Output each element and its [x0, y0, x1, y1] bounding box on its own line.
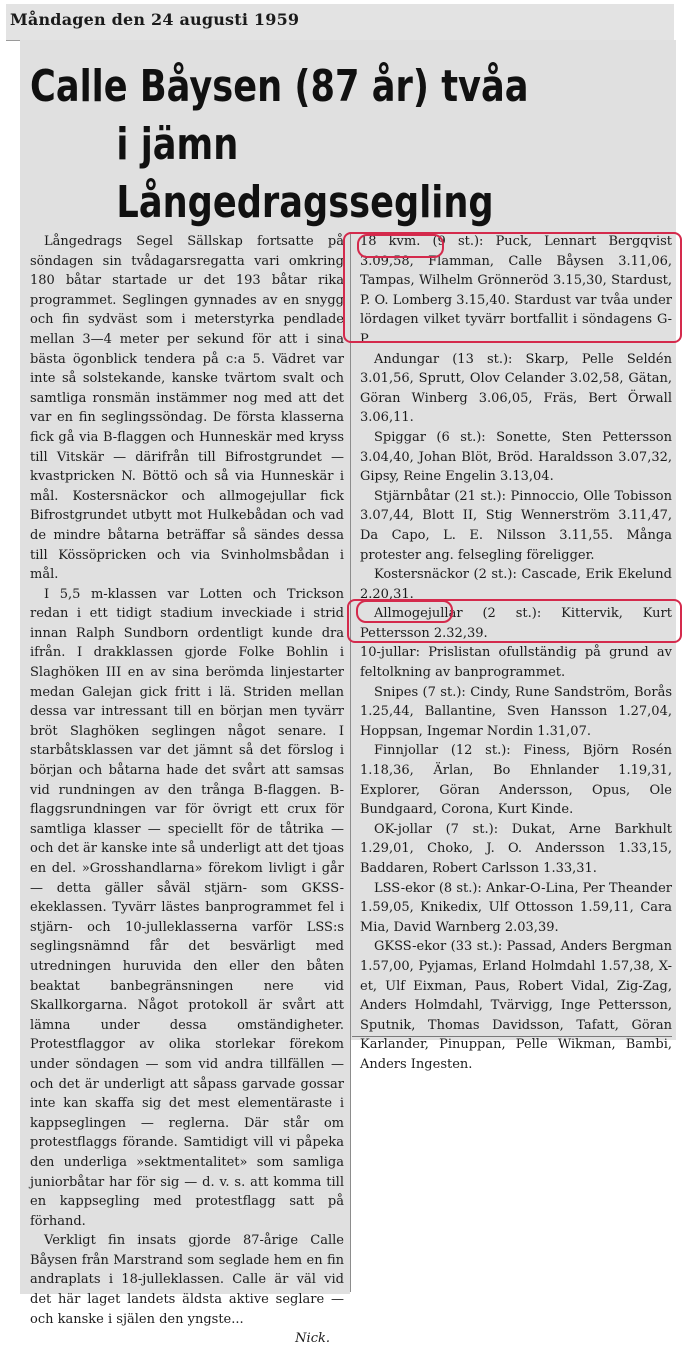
result-entry: Allmogejullar (2 st.): Kittervik, Kurt Pettersson 2.32,39. — [360, 606, 672, 641]
result-entry: OK-jollar (7 st.): Dukat, Arne Barkhult 1.29,01, Choko, J. O. Andersson 1.33,15, Baddaren, Robert Carlsson 1.33,31. — [360, 821, 672, 876]
newspaper-strip-top — [6, 4, 674, 41]
result-entry: Spiggar (6 st.): Sonette, Sten Pettersson 3.04,40, Johan Blöt, Bröd. Haraldsson 3.07,32, Gipsy, Reine Engelin 3.13,04. — [360, 429, 672, 485]
byline-signature: Nick. — [295, 1331, 330, 1347]
article-paragraph: Långedrags Segel Sällskap fortsatte på söndagen sin tvådagarsregatta vari omkring 180 båtar startade ur det 193 båtar rika programmet. Seglingen gynnades av en snygg och fin sydväst som i meterstyrka pendlade mellan 3—4 meter per sekund för att i sina bästa ögonblick tendera på c:a 5. Vädret var inte så solstekande, kanske tvärtom svalt och samtliga ronsmän instämmer nog med att det var en fin seglingssöndag. De första klasserna fick gå via B-flaggen och Hunneskär med kryss till Vitskär — därifrån till Bifrostgrundet — kvastpricken N. Böttö och så via Hunneskär i mål. Kostersnäckor och allmogejullar fick Bifrostgrundet utbytt mot Hulkebådan och vad de mindre båtarna beträffar så sändes dessa till Kössöpricken och via Svinholmsbådan i mål. — [30, 234, 344, 583]
result-entry: 18 kvm. (9 st.): Puck, Lennart Bergqvist 3.09,58, Flamman, Calle Båysen 3.11,06, Tampas, Wilhelm Grönneröd 3.15,30, Stardust, P. O. Lomberg 3.15,40. Stardust var tvåa under lördagen vilket tyvärr bortfallit i söndagens G-P. — [360, 234, 672, 347]
article-paragraph: Verkligt fin insats gjorde 87-årige Calle Båysen från Marstrand som seglade hem en fin andraplats i 18-julleklassen. Calle är väl vid det här laget landets äldsta aktive seglare — och kanske i själen den yngste... — [30, 1233, 344, 1327]
column-divider — [350, 232, 351, 1292]
headline — [30, 58, 550, 232]
result-entry: Stjärnbåtar (21 st.): Pinnoccio, Olle Tobisson 3.07,44, Blott II, Stig Wennerström 3.11,47, Da Capo, L. E. Nilsson 3.11,55. Många protester ang. felsegling föreligger. — [360, 488, 672, 563]
result-entry: 10-jullar: Prislistan ofullständig på grund av feltolkning av banprogrammet. — [360, 645, 672, 681]
results-column — [360, 232, 672, 1075]
result-entry: LSS-ekor (8 st.): Ankar-O-Lina, Per Theander 1.59,05, Knikedix, Ulf Ottosson 1.59,11, Cara Mia, David Warnberg 2.03,39. — [360, 880, 672, 935]
result-entry: GKSS-ekor (33 st.): Passad, Anders Bergman 1.57,00, Pyjamas, Erland Holmdahl 1.57,38, X-et, Ulf Eixman, Paus, Robert Vidal, Zig-Zag, Anders Holmdahl, Tvärvigg, Inge Pettersson, Sputnik, Thomas Davidsson, Tafatt, Göran Karlander, Pinuppan, Pelle Wikman, Bambi, Anders Ingesten. — [360, 939, 672, 1072]
headline-line-2: i jämn Långedragssegling — [116, 119, 494, 228]
result-entry: Andungar (13 st.): Skarp, Pelle Seldén 3.01,56, Sprutt, Olov Celander 3.02,58, Gätan, Göran Winberg 3.06,05, Fräs, Bert Örwall 3.06,11. — [360, 351, 672, 426]
result-entry: Kostersnäckor (2 st.): Cascade, Erik Ekelund 2.20,31. — [360, 567, 672, 602]
headline-line-1: Calle Båysen (87 år) tvåa — [30, 61, 529, 112]
result-entry: Finnjollar (12 st.): Finess, Björn Rosén 1.18,36, Ärlan, Bo Ehnlander 1.19,31, Explorer, Göran Andersson, Opus, Ole Bundgaard, Corona, Kurt Kinde. — [360, 743, 672, 818]
article-body — [30, 232, 344, 1349]
article-paragraph: I 5,5 m-klassen var Lotten och Trickson redan i ett tidigt stadium inveckiade i strid innan Ralph Sundborn ordentligt kunde dra ifrån. I drakklassen gjorde Folke Bohlin i Slaghöken III en av sina berömda linjestarter medan Galejan gick fritt i lä. Striden mellan dessa var intressant till en början men tyvärr bröt Slaghöken seglingen något senare. I starbåtsklassen var det jämnt så det förslog i början och båtarna hade det svårt att samsas vid rundningen av den trånga B-flaggen. B-flaggsrundningen var för övrigt ett crux för samtliga klasser — speciellt för de tåtrika — och det är kanske inte så underligt att det tjoas en del. »Grosshandlarna» förekom livligt i går — detta gäller såväl stjärn- som GKSS-ekeklassen. Tyvärr lästes banprogrammet fel i stjärn- och 10-julleklasserna varför LSS:s seglingsnämnd får det besvärligt med utredningen huruvida den eller den båten beaktat banbegränsningen nere vid Skallkorgarna. Något protokoll är svårt att lämna under dessa omständigheter. Protestflaggor av olika storlekar förekom under söndagen — som vid andra tillfällen — och det är underligt att såpass garvade gossar inte kan skaffa sig det mest elementäraste i kappseglingen — reglerna. Där står om protestflaggs förande. Samtidigt vill vi påpeka den underliga »sektmentalitet» som samliga juniorbåtar har för sig — d. v. s. att komma till en kappsegling med protestflagg satt på förhand. — [30, 586, 344, 1229]
results-end-rule — [352, 1036, 672, 1037]
dateline: Måndagen den 24 augusti 1959 — [10, 10, 300, 29]
result-entry: Snipes (7 st.): Cindy, Rune Sandström, Borås 1.25,44, Ballantine, Sven Hansson 1.27,04, Hoppsan, Ingemar Nordin 1.31,07. — [360, 684, 672, 739]
